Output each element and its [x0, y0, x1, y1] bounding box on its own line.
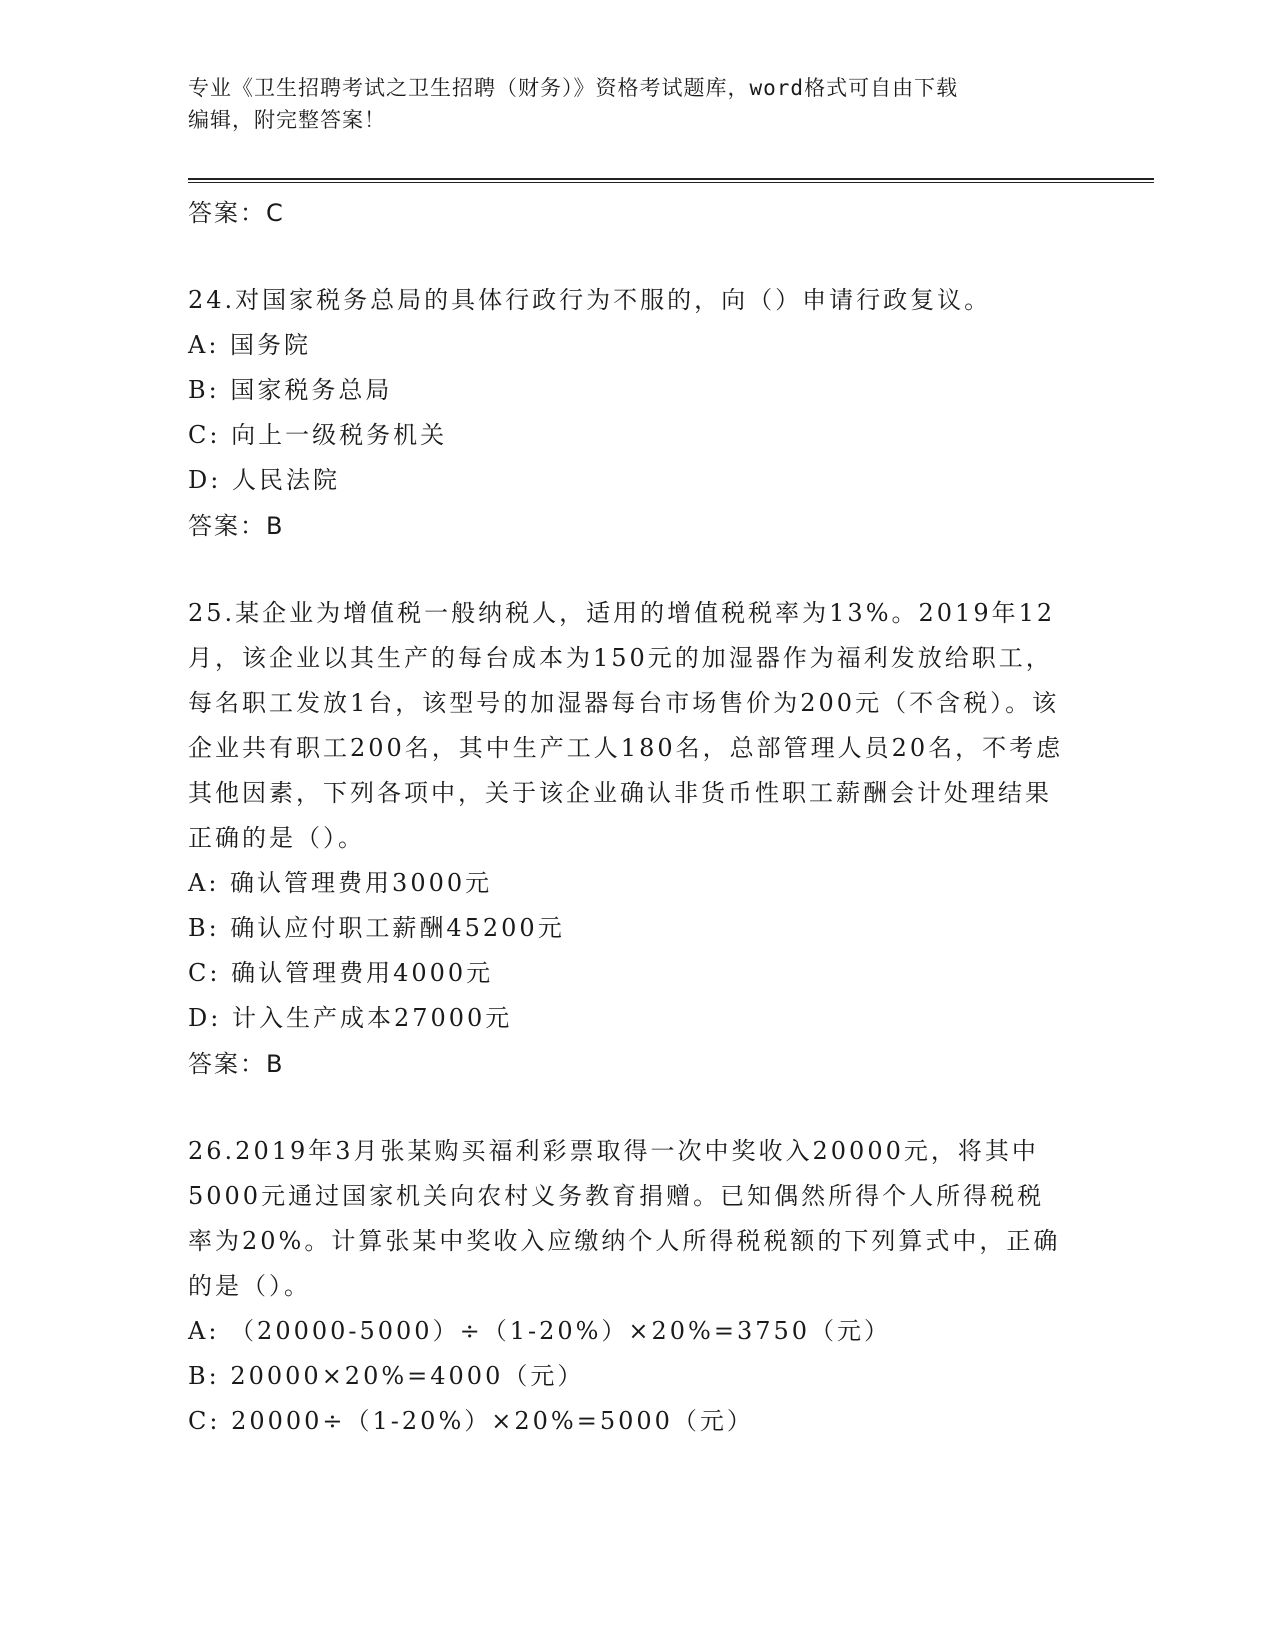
option-a: A: （20000-5000）÷（1-20%）×20%=3750（元） — [188, 1317, 892, 1345]
option-a: A: 国务院 — [188, 331, 312, 359]
header-line-2: 编辑，附完整答案！ — [188, 108, 386, 132]
document-header — [188, 72, 1088, 136]
option-d: D: 人民法院 — [188, 466, 340, 494]
option-b: B: 国家税务总局 — [188, 376, 393, 404]
option-c: C: 向上一级税务机关 — [188, 421, 448, 449]
question-26 — [188, 1129, 1088, 1444]
question-list — [188, 190, 1088, 1444]
question-25 — [188, 591, 1088, 1087]
header-line-1: 专业《卫生招聘考试之卫生招聘（财务）》资格考试题库，word格式可自由下载 — [188, 76, 959, 100]
option-c: C: 20000÷（1-20%）×20%=5000（元） — [188, 1407, 754, 1435]
question-24 — [188, 278, 1088, 549]
header-divider — [188, 178, 1154, 183]
option-d: D: 计入生产成本27000元 — [188, 1004, 513, 1032]
question-text: 24.对国家税务总局的具体行政行为不服的，向（）申请行政复议。 — [188, 286, 992, 314]
question-text: 26.2019年3月张某购买福利彩票取得一次中奖收入20000元，将其中5000元通过国家机关向农村义务教育捐赠。已知偶然所得个人所得税税率为20%。计算张某中奖收入应缴纳个人所得税税额的下列算式中，正确的是（）。 — [188, 1137, 1061, 1300]
option-b: B: 20000×20%=4000（元） — [188, 1362, 585, 1390]
option-c: C: 确认管理费用4000元 — [188, 959, 494, 987]
option-b: B: 确认应付职工薪酬45200元 — [188, 914, 565, 942]
question-text: 25.某企业为增值税一般纳税人，适用的增值税税率为13%。2019年12月，该企业以其生产的每台成本为150元的加湿器作为福利发放给职工，每名职工发放1台，该型号的加湿器每台市场售价为200元（不含税）。该企业共有职工200名，其中生产工人180名，总部管理人员20名，不考虑其他因素，下列各项中，关于该企业确认非货币性职工薪酬会计处理结果正确的是（）。 — [188, 599, 1064, 852]
option-a: A: 确认管理费用3000元 — [188, 869, 493, 897]
previous-answer: 答案：C — [188, 199, 285, 227]
answer: 答案：B — [188, 1050, 285, 1078]
answer: 答案：B — [188, 512, 285, 540]
